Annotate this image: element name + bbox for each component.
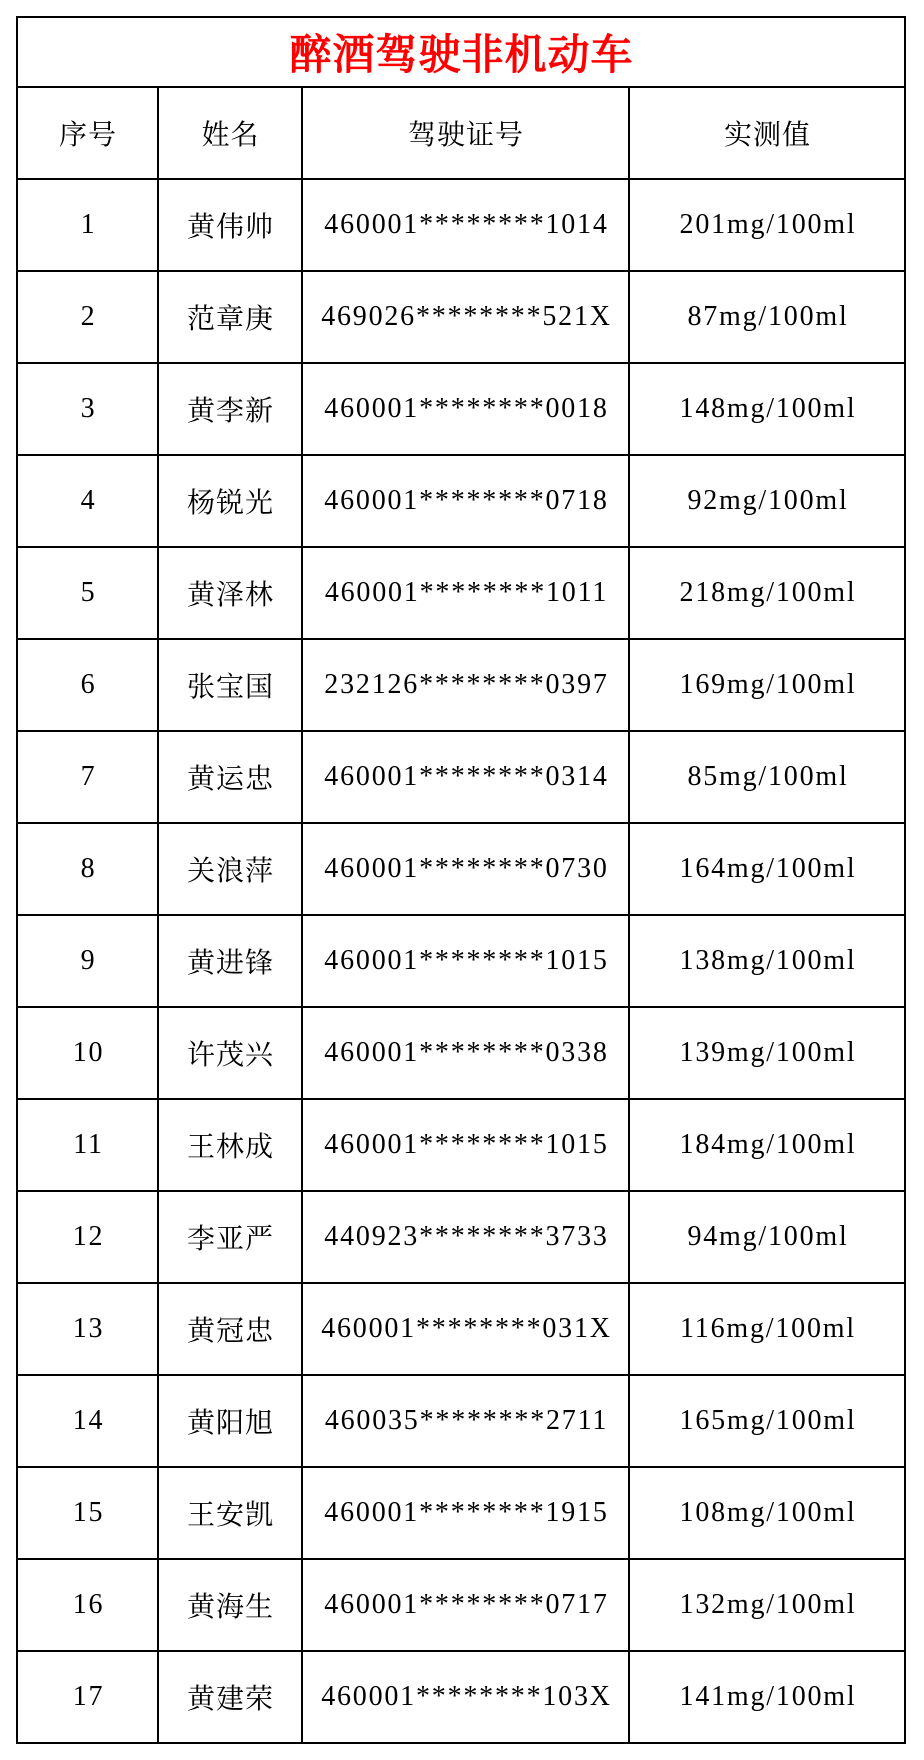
table-row [18, 824, 904, 916]
measured-value-cell: 201mg/100ml [679, 209, 857, 240]
table-row [18, 364, 904, 456]
table-row [18, 1008, 904, 1100]
row-number-cell: 13 [18, 1284, 159, 1374]
license-number-cell: 460001********0718 [303, 456, 630, 546]
row-number-cell: 5 [18, 548, 159, 638]
row-number-cell: 14 [18, 1376, 159, 1466]
license-number-cell: 460001********0730 [303, 824, 630, 914]
measured-value-cell: 141mg/100ml [679, 1681, 857, 1712]
measured-value-cell: 92mg/100ml [687, 485, 849, 516]
table-row [18, 456, 904, 548]
driver-name-cell: 张宝国 [159, 640, 303, 730]
driver-name-cell: 黄阳旭 [159, 1376, 303, 1466]
row-number-cell: 7 [18, 732, 159, 822]
row-number-cell: 10 [18, 1008, 159, 1098]
license-number-cell: 460035********2711 [303, 1376, 630, 1466]
license-number-cell: 460001********0717 [303, 1560, 630, 1650]
measured-value-cell: 87mg/100ml [687, 301, 849, 332]
row-number-cell: 4 [18, 456, 159, 546]
license-number-cell: 460001********1014 [303, 180, 630, 270]
driver-name-cell: 王安凯 [159, 1468, 303, 1558]
measured-value-cell: 132mg/100ml [679, 1589, 857, 1620]
license-number-cell: 460001********1915 [303, 1468, 630, 1558]
license-number-cell: 232126********0397 [303, 640, 630, 730]
measured-value-cell: 218mg/100ml [679, 577, 857, 608]
driver-name-cell: 黄李新 [159, 364, 303, 454]
row-number-cell: 6 [18, 640, 159, 730]
table-row [18, 1284, 904, 1376]
license-number-cell: 460001********031X [303, 1284, 630, 1374]
row-number-cell: 2 [18, 272, 159, 362]
table-title: 醉酒驾驶非机动车 [289, 33, 634, 79]
row-number-cell: 8 [18, 824, 159, 914]
table-row [18, 1652, 904, 1742]
license-number-cell: 460001********1015 [303, 1100, 630, 1190]
driver-name-cell: 黄建荣 [159, 1652, 303, 1742]
driver-name-cell: 李亚严 [159, 1192, 303, 1282]
table-row [18, 1192, 904, 1284]
table-header-row [18, 88, 904, 180]
license-number-cell: 460001********103X [303, 1652, 630, 1742]
driver-name-cell: 黄伟帅 [159, 180, 303, 270]
driver-name-cell: 黄冠忠 [159, 1284, 303, 1374]
driver-name-cell: 杨锐光 [159, 456, 303, 546]
table-title-row [18, 18, 904, 88]
license-number-cell: 469026********521X [303, 272, 630, 362]
license-number-cell: 460001********0338 [303, 1008, 630, 1098]
table-row [18, 1468, 904, 1560]
row-number-cell: 15 [18, 1468, 159, 1558]
table-row [18, 1560, 904, 1652]
table-row [18, 1376, 904, 1468]
table-row [18, 272, 904, 364]
license-number-cell: 460001********1011 [303, 548, 630, 638]
row-number-cell: 17 [18, 1652, 159, 1742]
driver-name-cell: 王林成 [159, 1100, 303, 1190]
measured-value-cell: 148mg/100ml [679, 393, 857, 424]
driver-name-cell: 黄海生 [159, 1560, 303, 1650]
measured-value-cell: 169mg/100ml [679, 669, 857, 700]
drunk-cycling-table [16, 16, 906, 1744]
table-row [18, 640, 904, 732]
license-number-cell: 460001********0314 [303, 732, 630, 822]
header-measured-value: 实测值 [723, 120, 811, 151]
driver-name-cell: 范章庚 [159, 272, 303, 362]
measured-value-cell: 138mg/100ml [679, 945, 857, 976]
driver-name-cell: 许茂兴 [159, 1008, 303, 1098]
license-number-cell: 440923********3733 [303, 1192, 630, 1282]
table-row [18, 180, 904, 272]
row-number-cell: 12 [18, 1192, 159, 1282]
driver-name-cell: 关浪萍 [159, 824, 303, 914]
license-number-cell: 460001********1015 [303, 916, 630, 1006]
row-number-cell: 9 [18, 916, 159, 1006]
header-number: 序号 [18, 88, 159, 178]
measured-value-cell: 108mg/100ml [679, 1497, 857, 1528]
measured-value-cell: 164mg/100ml [679, 853, 857, 884]
row-number-cell: 16 [18, 1560, 159, 1650]
driver-name-cell: 黄进锋 [159, 916, 303, 1006]
measured-value-cell: 165mg/100ml [679, 1405, 857, 1436]
license-number-cell: 460001********0018 [303, 364, 630, 454]
table-row [18, 732, 904, 824]
driver-name-cell: 黄泽林 [159, 548, 303, 638]
table-body [18, 180, 904, 1742]
row-number-cell: 1 [18, 180, 159, 270]
measured-value-cell: 94mg/100ml [687, 1221, 849, 1252]
header-license-number: 驾驶证号 [303, 88, 630, 178]
header-name: 姓名 [159, 88, 303, 178]
measured-value-cell: 85mg/100ml [687, 761, 849, 792]
measured-value-cell: 184mg/100ml [679, 1129, 857, 1160]
measured-value-cell: 139mg/100ml [679, 1037, 857, 1068]
table-row [18, 916, 904, 1008]
driver-name-cell: 黄运忠 [159, 732, 303, 822]
table-row [18, 1100, 904, 1192]
measured-value-cell: 116mg/100ml [680, 1313, 856, 1344]
row-number-cell: 11 [18, 1100, 159, 1190]
row-number-cell: 3 [18, 364, 159, 454]
table-row [18, 548, 904, 640]
